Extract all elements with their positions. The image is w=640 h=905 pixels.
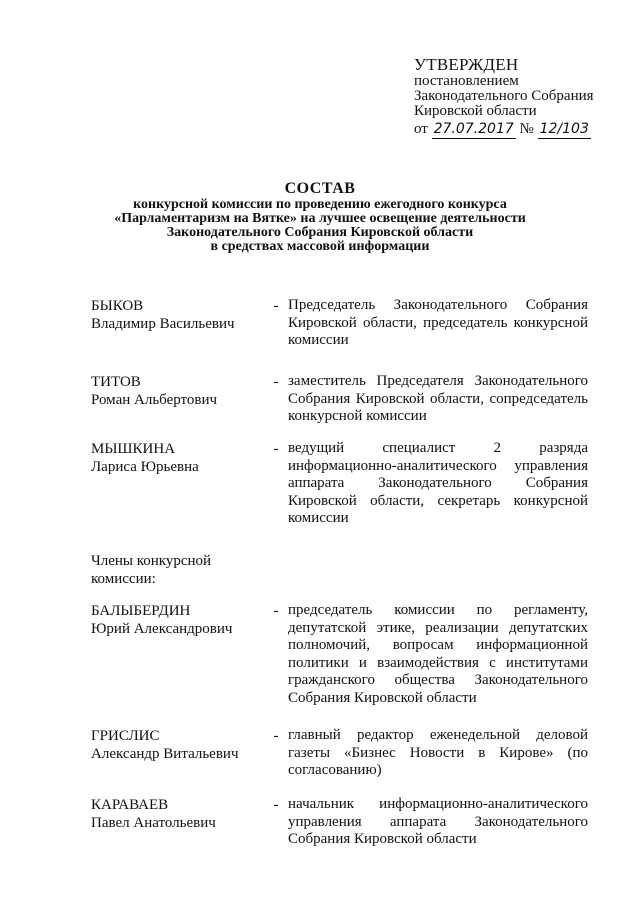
heading-title: СОСТАВ (284, 180, 356, 197)
member-name (91, 796, 281, 832)
member-dash: - (273, 728, 279, 744)
member-given-name: Александр Витальевич (91, 746, 239, 762)
member-dash: - (273, 603, 279, 619)
member-surname: КАРАВАЕВ (91, 797, 169, 813)
member-role: Председатель Законодательного Собрания Кировской области, председатель конкурсной комиссии (288, 297, 588, 348)
member-role: ведущий специалист 2 разряда информационно-аналитического управления аппарата Законодательного Собрания Кировской области, секретарь конкурсной комиссии (288, 440, 588, 526)
approval-date-number (414, 121, 614, 139)
member-given-name: Юрий Александрович (91, 621, 233, 637)
handwritten-number: 12/103 (539, 121, 589, 137)
member-name (91, 297, 281, 333)
member-name (91, 602, 281, 638)
heading-line-3: Законодательного Собрания Кировской области (166, 225, 474, 240)
approval-title: УТВЕРЖДЕН (414, 55, 519, 74)
heading-line-4: в средствах массовой информации (210, 239, 430, 254)
member-dash: - (273, 298, 279, 314)
member-surname: ТИТОВ (91, 374, 141, 390)
number-sign: № (519, 121, 534, 137)
member-role: главный редактор еженедельной деловой газеты «Бизнес Новости в Кирове» (по согласованию) (288, 727, 588, 778)
approval-line-2: Законодательного Собрания (414, 88, 594, 104)
member-name (91, 373, 281, 409)
approval-line-1: постановлением (414, 73, 519, 89)
date-prefix: от (414, 121, 428, 137)
member-dash: - (273, 374, 279, 390)
member-name (91, 440, 281, 476)
member-surname: БЫКОВ (91, 298, 144, 314)
heading-line-2: «Парламентаризм на Вятке» на лучшее освещение деятельности (114, 211, 526, 226)
approval-stamp (414, 55, 614, 139)
approval-line-3: Кировской области (414, 103, 537, 119)
handwritten-date: 27.07.2017 (433, 121, 514, 137)
heading-line-1: конкурсной комиссии по проведению ежегодного конкурса (133, 197, 507, 212)
member-surname: БАЛЫБЕРДИН (91, 603, 191, 619)
member-given-name: Владимир Васильевич (91, 316, 235, 332)
document-heading (80, 180, 560, 254)
member-role: председатель комиссии по регламенту, депутатской этике, реализации депутатских полномочий, вопросам информационной политики и взаимодействия с институтами гражданского общества Законодательного Собрания Кировской области (288, 602, 588, 706)
member-dash: - (273, 797, 279, 813)
members-section-label: Члены конкурсной комиссии: (91, 553, 212, 587)
member-surname: ГРИСЛИС (91, 728, 160, 744)
member-dash: - (273, 441, 279, 457)
member-role: начальник информационно-аналитического управления аппарата Законодательного Собрания Кировской области (288, 796, 588, 847)
member-given-name: Лариса Юрьевна (91, 459, 199, 475)
member-role: заместитель Председателя Законодательного Собрания Кировской области, сопредседатель конкурсной комиссии (288, 373, 588, 424)
member-given-name: Роман Альбертович (91, 392, 218, 408)
member-surname: МЫШКИНА (91, 441, 176, 457)
member-given-name: Павел Анатольевич (91, 815, 216, 831)
member-name (91, 727, 281, 763)
